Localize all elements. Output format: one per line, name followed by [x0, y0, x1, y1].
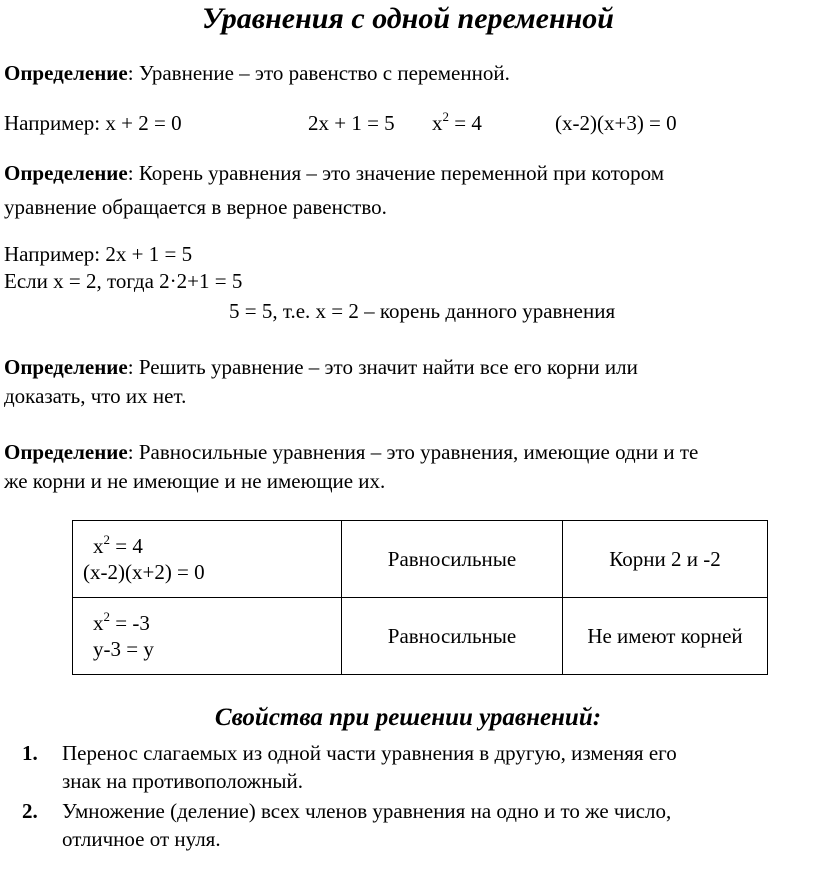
table-row [73, 521, 768, 598]
definition-solve: Определение: Решить уравнение – это значит найти все его корни или [4, 355, 638, 379]
example-2-line3: 5 = 5, т.е. x = 2 – корень данного уравнения [229, 299, 616, 323]
table-row [73, 598, 768, 675]
roots-cell: Не имеют корней [563, 598, 768, 675]
equivalence-table [72, 520, 768, 675]
example-2-line2: Если x = 2, тогда 2·2+1 = 5 [4, 269, 243, 293]
example-1-label: Например: x + 2 = 0 [4, 111, 182, 135]
definition-equivalent: Определение: Равносильные уравнения – это уравнения, имеющие одни и те [4, 440, 699, 464]
example-1-eq4: (x-2)(x+3) = 0 [555, 111, 677, 135]
list-number: 2. [22, 799, 38, 823]
example-1-eq2: 2x + 1 = 5 [308, 111, 395, 135]
definition-equivalent-line2: же корни и не имеющие и не имеющие их. [4, 469, 386, 493]
definition-solve-line2: доказать, что их нет. [4, 384, 187, 408]
example-2-line1: Например: 2x + 1 = 5 [4, 242, 193, 266]
properties-heading: Свойства при решении уравнений: [214, 704, 602, 731]
definition-root: Определение: Корень уравнения – это значение переменной при котором [4, 161, 665, 185]
list-item-cont: знак на противоположный. [62, 769, 304, 793]
roots-cell: Корни 2 и -2 [563, 521, 768, 598]
list-item-cont: отличное от нуля. [62, 827, 221, 851]
equations-cell: $x^2 = 4$ (x-2)(x+2) = 0 [73, 521, 342, 598]
relation-cell: Равносильные [342, 521, 563, 598]
list-item: Умножение (деление) всех членов уравнения на одно и то же число, [62, 799, 672, 823]
example-1-eq3: $x^2 = 4$ [432, 109, 482, 135]
definition-equation: Определение: Уравнение – это равенство с переменной. [4, 61, 510, 85]
relation-cell: Равносильные [342, 598, 563, 675]
page-title: Уравнения с одной переменной [202, 2, 614, 35]
definition-root-line2: уравнение обращается в верное равенство. [4, 195, 387, 219]
list-number: 1. [22, 741, 38, 765]
list-item: Перенос слагаемых из одной части уравнения в другую, изменяя его [62, 741, 677, 765]
equations-cell: $x^2 = -3$ y-3 = y [73, 598, 342, 675]
